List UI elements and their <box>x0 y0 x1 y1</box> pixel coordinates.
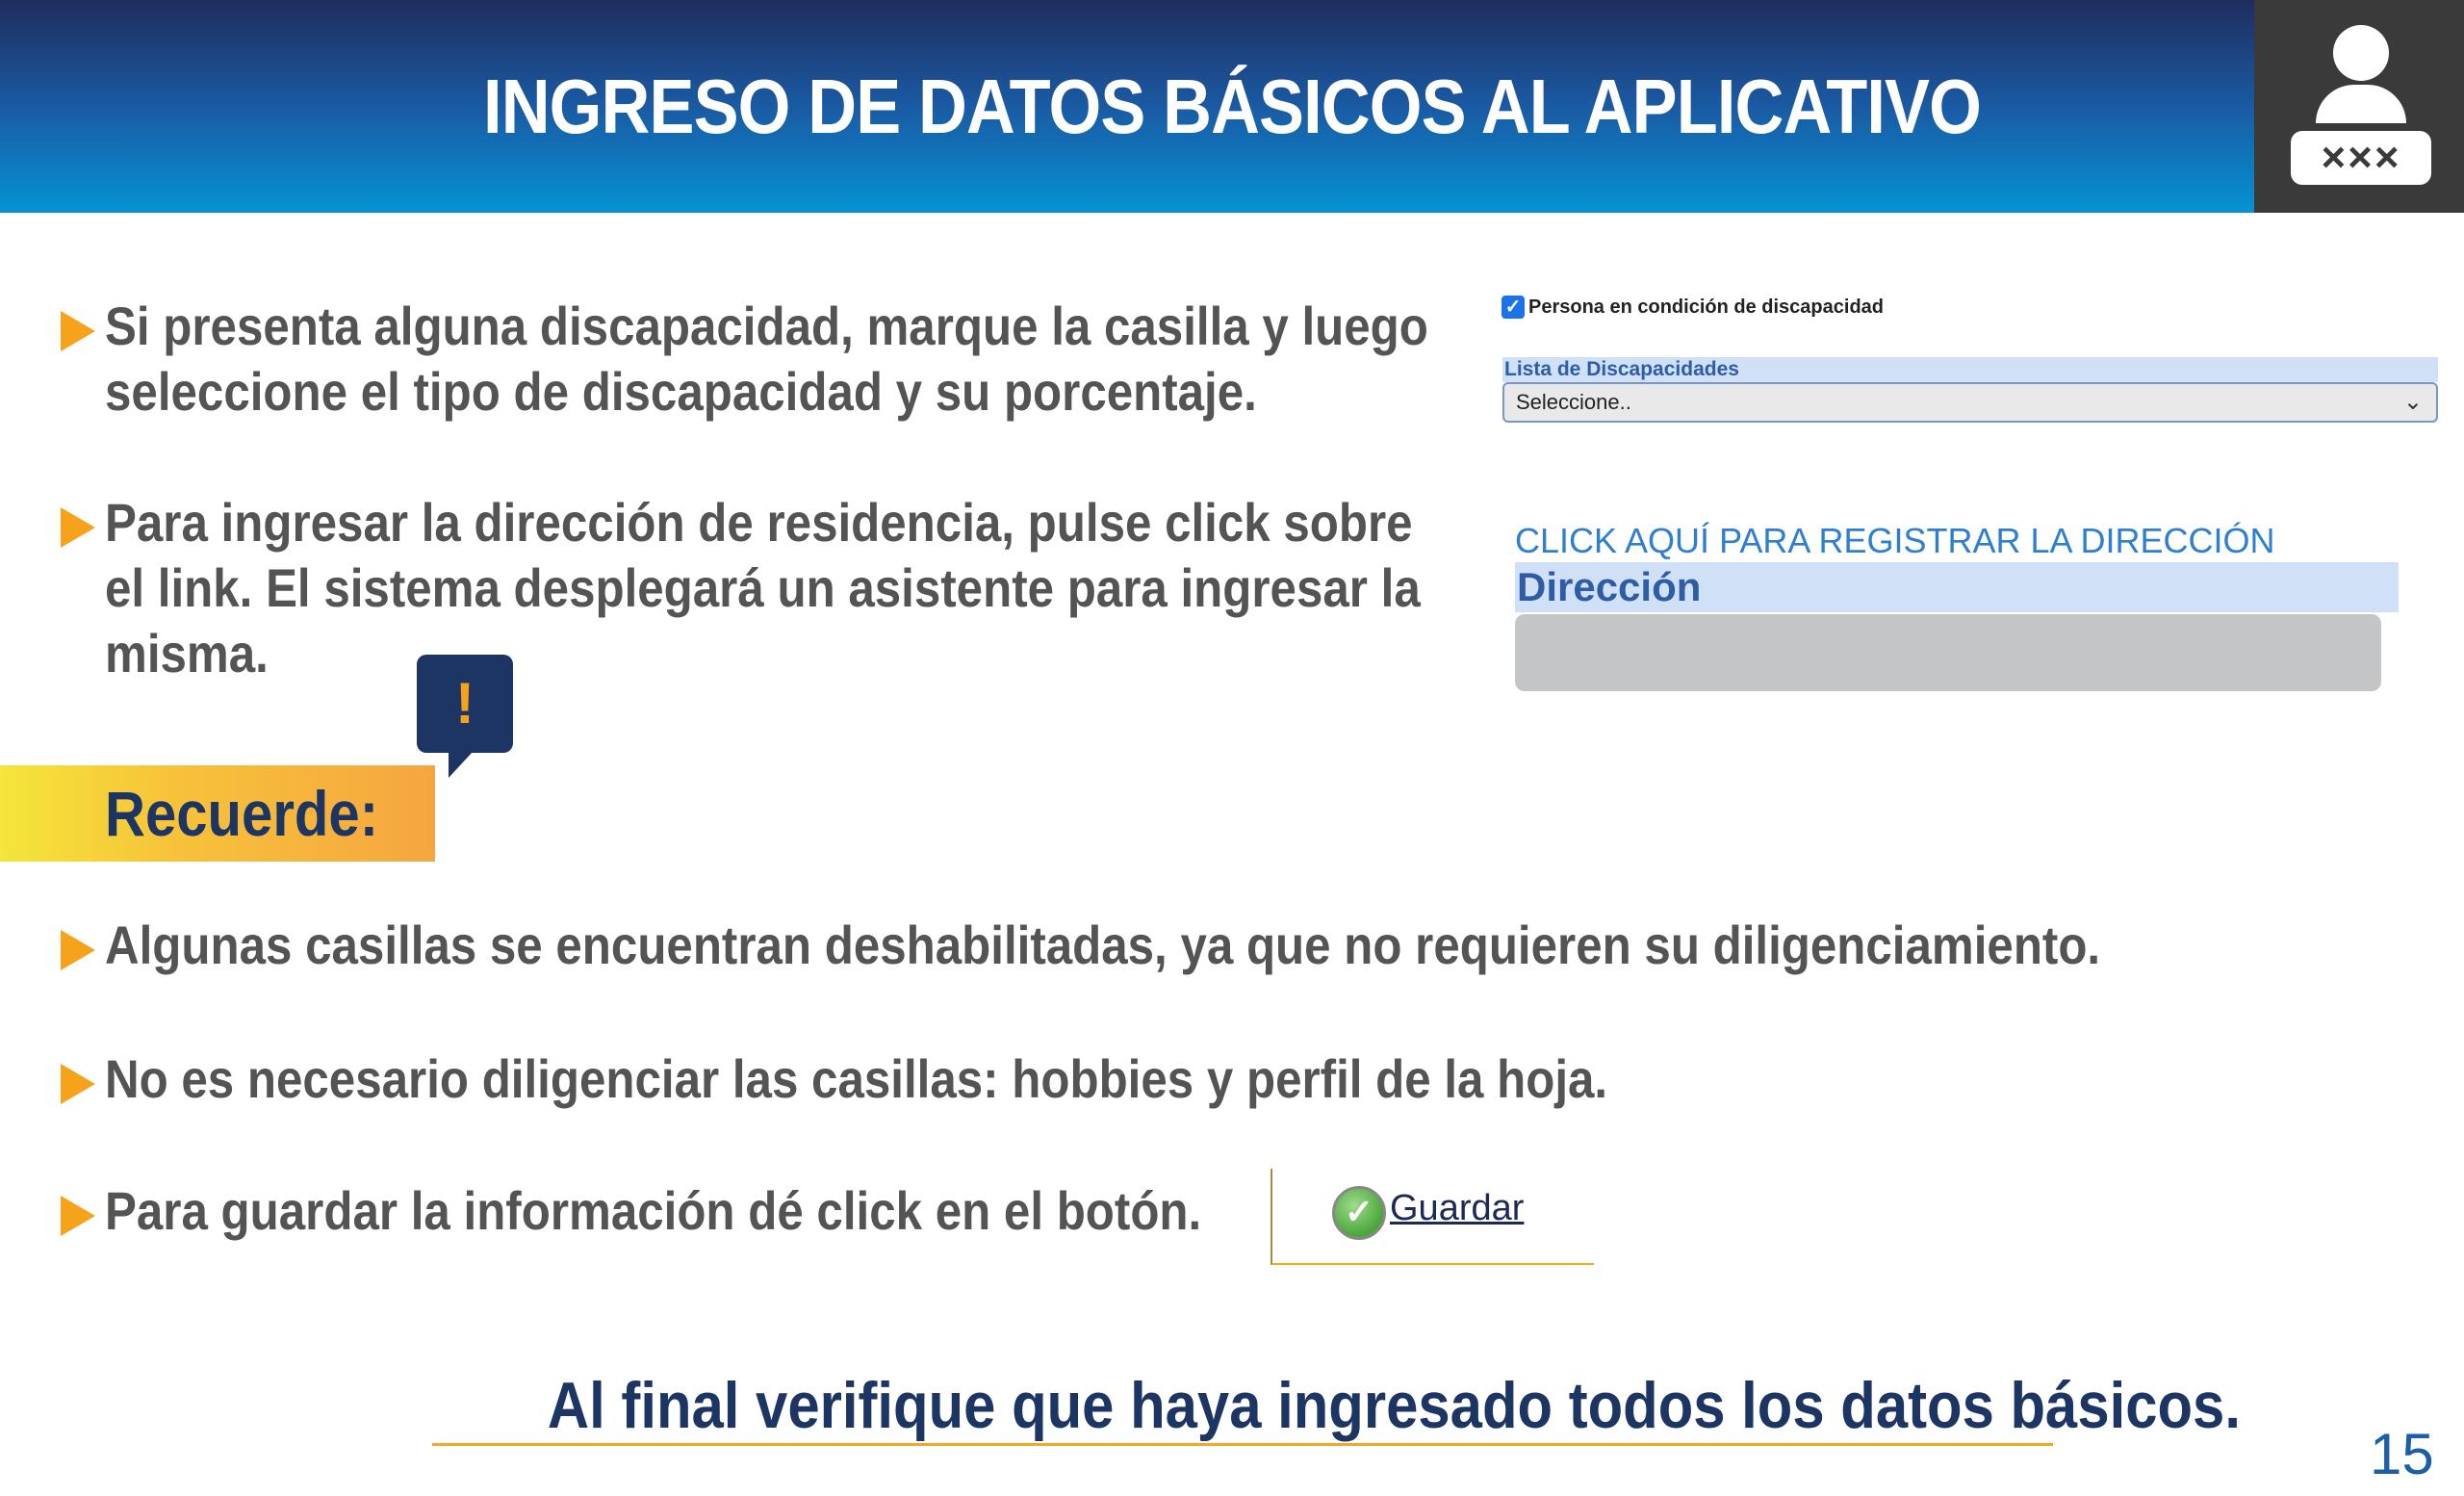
chevron-down-icon: ⌄ <box>2402 389 2423 415</box>
save-button-label: Guardar <box>1390 1188 1525 1228</box>
bullet-arrow-icon <box>61 311 95 351</box>
final-verification-text: Al final verifique que haya ingresado todos los datos básicos. <box>547 1369 2241 1442</box>
alert-bubble-icon: ! <box>417 655 513 753</box>
note-text: Para guardar la información dé click en el botón. <box>105 1180 1202 1241</box>
disability-select[interactable] <box>1502 382 2438 423</box>
page-title: INGRESO DE DATOS BÁSICOS AL APLICATIVO <box>483 63 1981 149</box>
reminder-title: Recuerde: <box>105 778 379 849</box>
bullet-line: el link. El sistema desplegará un asistente para ingresar la <box>105 557 1421 618</box>
note-optional-fields <box>105 1046 2030 1112</box>
disability-checkbox-label: Persona en condición de discapacidad <box>1528 296 1884 318</box>
bullet-arrow-icon <box>61 1064 95 1104</box>
address-label: Dirección <box>1515 562 2399 612</box>
disability-list-label: Lista de Discapacidades <box>1502 357 2438 382</box>
final-verification-note <box>432 1365 2241 1446</box>
bullet-arrow-icon <box>61 930 95 970</box>
bullet-line: Si presenta alguna discapacidad, marque la casilla y luego <box>105 296 1428 356</box>
bullet-line: seleccione el tipo de discapacidad y su porcentaje. <box>105 361 1257 422</box>
disability-checkbox-row[interactable] <box>1502 296 1884 319</box>
note-disabled-fields <box>105 913 2464 978</box>
page-number: 15 <box>2370 1422 2434 1486</box>
disability-checkbox[interactable]: ✓ <box>1502 296 1525 319</box>
alert-bubble-tail <box>449 751 474 778</box>
bullet-address <box>105 490 1741 686</box>
bullet-arrow-icon <box>61 507 95 548</box>
bullet-line: Para ingresar la dirección de residencia, pulse click sobre <box>105 492 1413 553</box>
save-button[interactable] <box>1270 1169 1594 1265</box>
bullet-line: misma. <box>105 623 269 684</box>
check-circle-icon: ✓ <box>1332 1186 1386 1240</box>
address-field[interactable] <box>1515 614 2381 691</box>
bullet-arrow-icon <box>61 1196 95 1236</box>
register-address-link[interactable]: CLICK AQUÍ PARA REGISTRAR LA DIRECCIÓN <box>1515 521 2275 560</box>
note-text: No es necesario diligenciar las casillas: hobbies y perfil de la hoja. <box>105 1048 1608 1109</box>
user-password-icon <box>2254 0 2464 213</box>
note-text: Algunas casillas se encuentran deshabilitadas, ya que no requieren su diligenciamiento. <box>105 915 2101 975</box>
user-head-shape <box>2333 25 2389 81</box>
password-mask: ××× <box>2291 131 2431 185</box>
bullet-disability <box>105 294 1741 425</box>
disability-select-value: Seleccione.. <box>1516 390 1631 414</box>
user-body-shape <box>2316 85 2406 123</box>
